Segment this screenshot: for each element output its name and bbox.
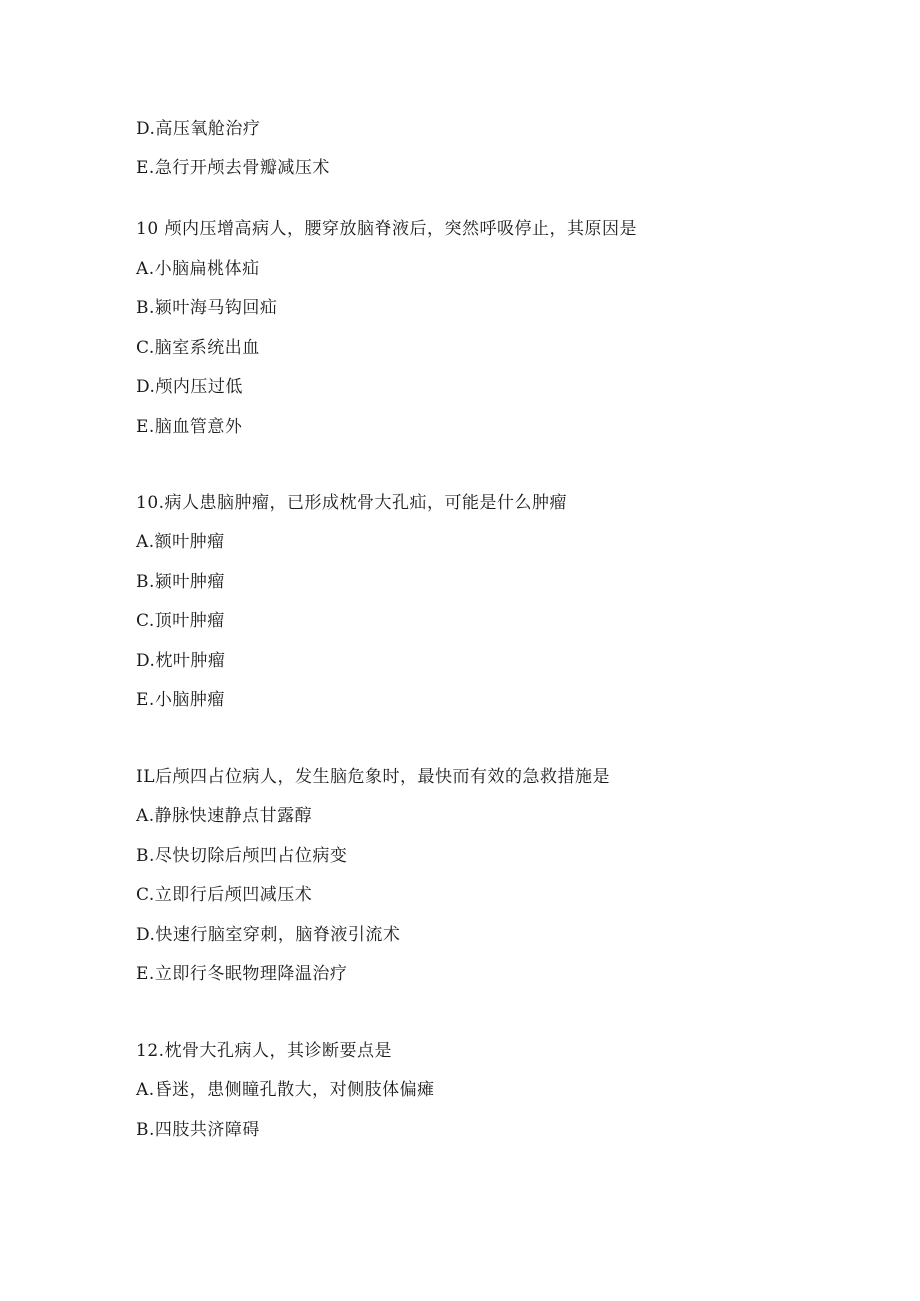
option-c-q10a: C.脑室系统出血 bbox=[136, 338, 260, 358]
option-b-q10b: B.颍叶肿瘤 bbox=[136, 572, 225, 592]
option-e-q9: E.急行开颅去骨瓣减压术 bbox=[136, 158, 330, 178]
option-b-q10a: B.颍叶海马钩回疝 bbox=[136, 298, 278, 318]
option-d-q10a: D.颅内压过低 bbox=[136, 377, 243, 397]
question-12-stem: 12.枕骨大孔病人，其诊断要点是 bbox=[136, 1041, 393, 1061]
option-c-q10b: C.顶叶肿瘤 bbox=[136, 611, 225, 631]
question-10b-stem: 10.病人患脑肿瘤，已形成枕骨大孔疝，可能是什么肿瘤 bbox=[136, 493, 568, 513]
option-a-q10b: A.额叶肿瘤 bbox=[136, 532, 225, 552]
option-d-q9: D.高压氧舱治疗 bbox=[136, 119, 261, 139]
option-b-q12: B.四肢共济障碍 bbox=[136, 1120, 260, 1140]
option-e-q10a: E.脑血管意外 bbox=[136, 417, 243, 437]
option-e-q11: E.立即行冬眠物理降温治疗 bbox=[136, 964, 348, 984]
option-e-q10b: E.小脑肿瘤 bbox=[136, 690, 225, 710]
option-d-q10b: D.枕叶肿瘤 bbox=[136, 651, 226, 671]
option-c-q11: C.立即行后颅凹减压术 bbox=[136, 885, 313, 905]
option-b-q11: B.尽快切除后颅凹占位病变 bbox=[136, 846, 348, 866]
question-11-stem: IL后颅四占位病人，发生脑危象时，最快而有效的急救措施是 bbox=[136, 767, 611, 787]
option-a-q11: A.静脉快速静点甘露醇 bbox=[136, 806, 313, 826]
question-10a-stem: 10 颅内压增高病人，腰穿放脑脊液后，突然呼吸停止，其原因是 bbox=[136, 219, 638, 239]
option-d-q11: D.快速行脑室穿刺，脑脊液引流术 bbox=[136, 925, 401, 945]
option-a-q12: A.昏迷，患侧瞳孔散大，对侧肢体偏瘫 bbox=[136, 1080, 435, 1100]
option-a-q10a: A.小脑扁桃体疝 bbox=[136, 259, 260, 279]
